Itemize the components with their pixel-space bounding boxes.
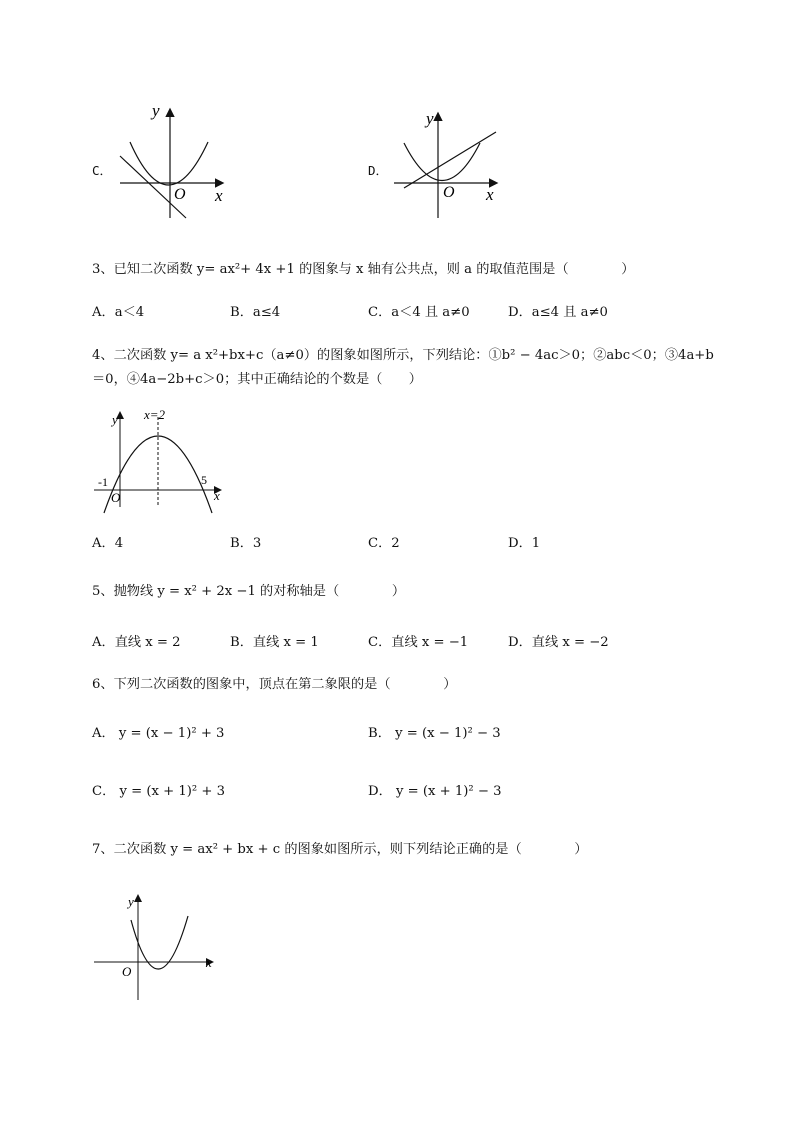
axis-y-label: y	[426, 109, 434, 128]
line	[404, 132, 496, 188]
symmetry-axis-label: x=2	[144, 407, 166, 422]
q4-option-d: D．1	[508, 536, 541, 551]
q3-option-c: C．a＜4 且 a≠0	[368, 305, 470, 320]
q6-option-c: C． y = (x + 1)² + 3	[92, 784, 226, 799]
axis-x-label: x	[214, 488, 220, 503]
q4-graph	[92, 405, 232, 515]
q4-stem-line2: ＝0，④4a−2b+c＞0；其中正确结论的个数是（ ）	[92, 372, 422, 387]
q3-option-b: B．a≤4	[230, 305, 281, 320]
axis-y-label: y	[128, 894, 134, 909]
q4-option-c: C．2	[368, 536, 400, 551]
graph-option-d	[392, 108, 512, 226]
q5-option-d: D．直线 x = −2	[508, 635, 609, 650]
q4-option-b: B．3	[230, 536, 262, 551]
option-d-label: D．	[368, 163, 389, 178]
q7-stem: 7、二次函数 y = ax² + bx + c 的图象如图所示，则下列结论正确的是（ ）	[92, 842, 588, 857]
graph-option-c	[110, 100, 250, 230]
q5-stem: 5、抛物线 y = x² + 2x −1 的对称轴是（ ）	[92, 584, 406, 599]
origin-label: O	[443, 184, 455, 201]
q3-option-a: A．a＜4	[92, 305, 145, 320]
axis-y-label: y	[112, 412, 118, 427]
q7-graph	[92, 890, 222, 1005]
axis-x-label: x	[206, 955, 212, 970]
axis-x-label: x	[215, 186, 223, 205]
right-root-label: 5	[201, 473, 207, 487]
q4-stem-line1: 4、二次函数 y= a x²+bx+c（a≠0）的图象如图所示，下列结论：①b² − 4ac＞0；②abc＜0；③4a+b	[92, 348, 714, 363]
q4-option-a: A．4	[92, 536, 124, 551]
q5-option-a: A．直线 x = 2	[92, 635, 181, 650]
q5-option-b: B．直线 x = 1	[230, 635, 319, 650]
q5-option-c: C．直线 x = −1	[368, 635, 469, 650]
q3-stem: 3、已知二次函数 y= ax²+ 4x +1 的图象与 x 轴有公共点，则 a 的取值范围是（ ）	[92, 262, 635, 277]
q6-stem: 6、下列二次函数的图象中，顶点在第二象限的是（ ）	[92, 677, 457, 692]
left-root-label: -1	[98, 475, 108, 489]
origin-label: O	[174, 186, 186, 203]
axis-x-label: x	[486, 185, 494, 204]
option-c-label: C．	[92, 163, 113, 178]
origin-label: O	[122, 964, 132, 979]
q6-option-b: B． y = (x − 1)² − 3	[368, 726, 501, 741]
q6-option-d: D． y = (x + 1)² − 3	[368, 784, 502, 799]
parabola	[131, 916, 188, 969]
axis-y-label: y	[152, 101, 160, 120]
parabola	[130, 142, 208, 185]
q6-option-a: A． y = (x − 1)² + 3	[92, 726, 225, 741]
q3-option-d: D．a≤4 且 a≠0	[508, 305, 608, 320]
origin-label: O	[111, 490, 121, 505]
